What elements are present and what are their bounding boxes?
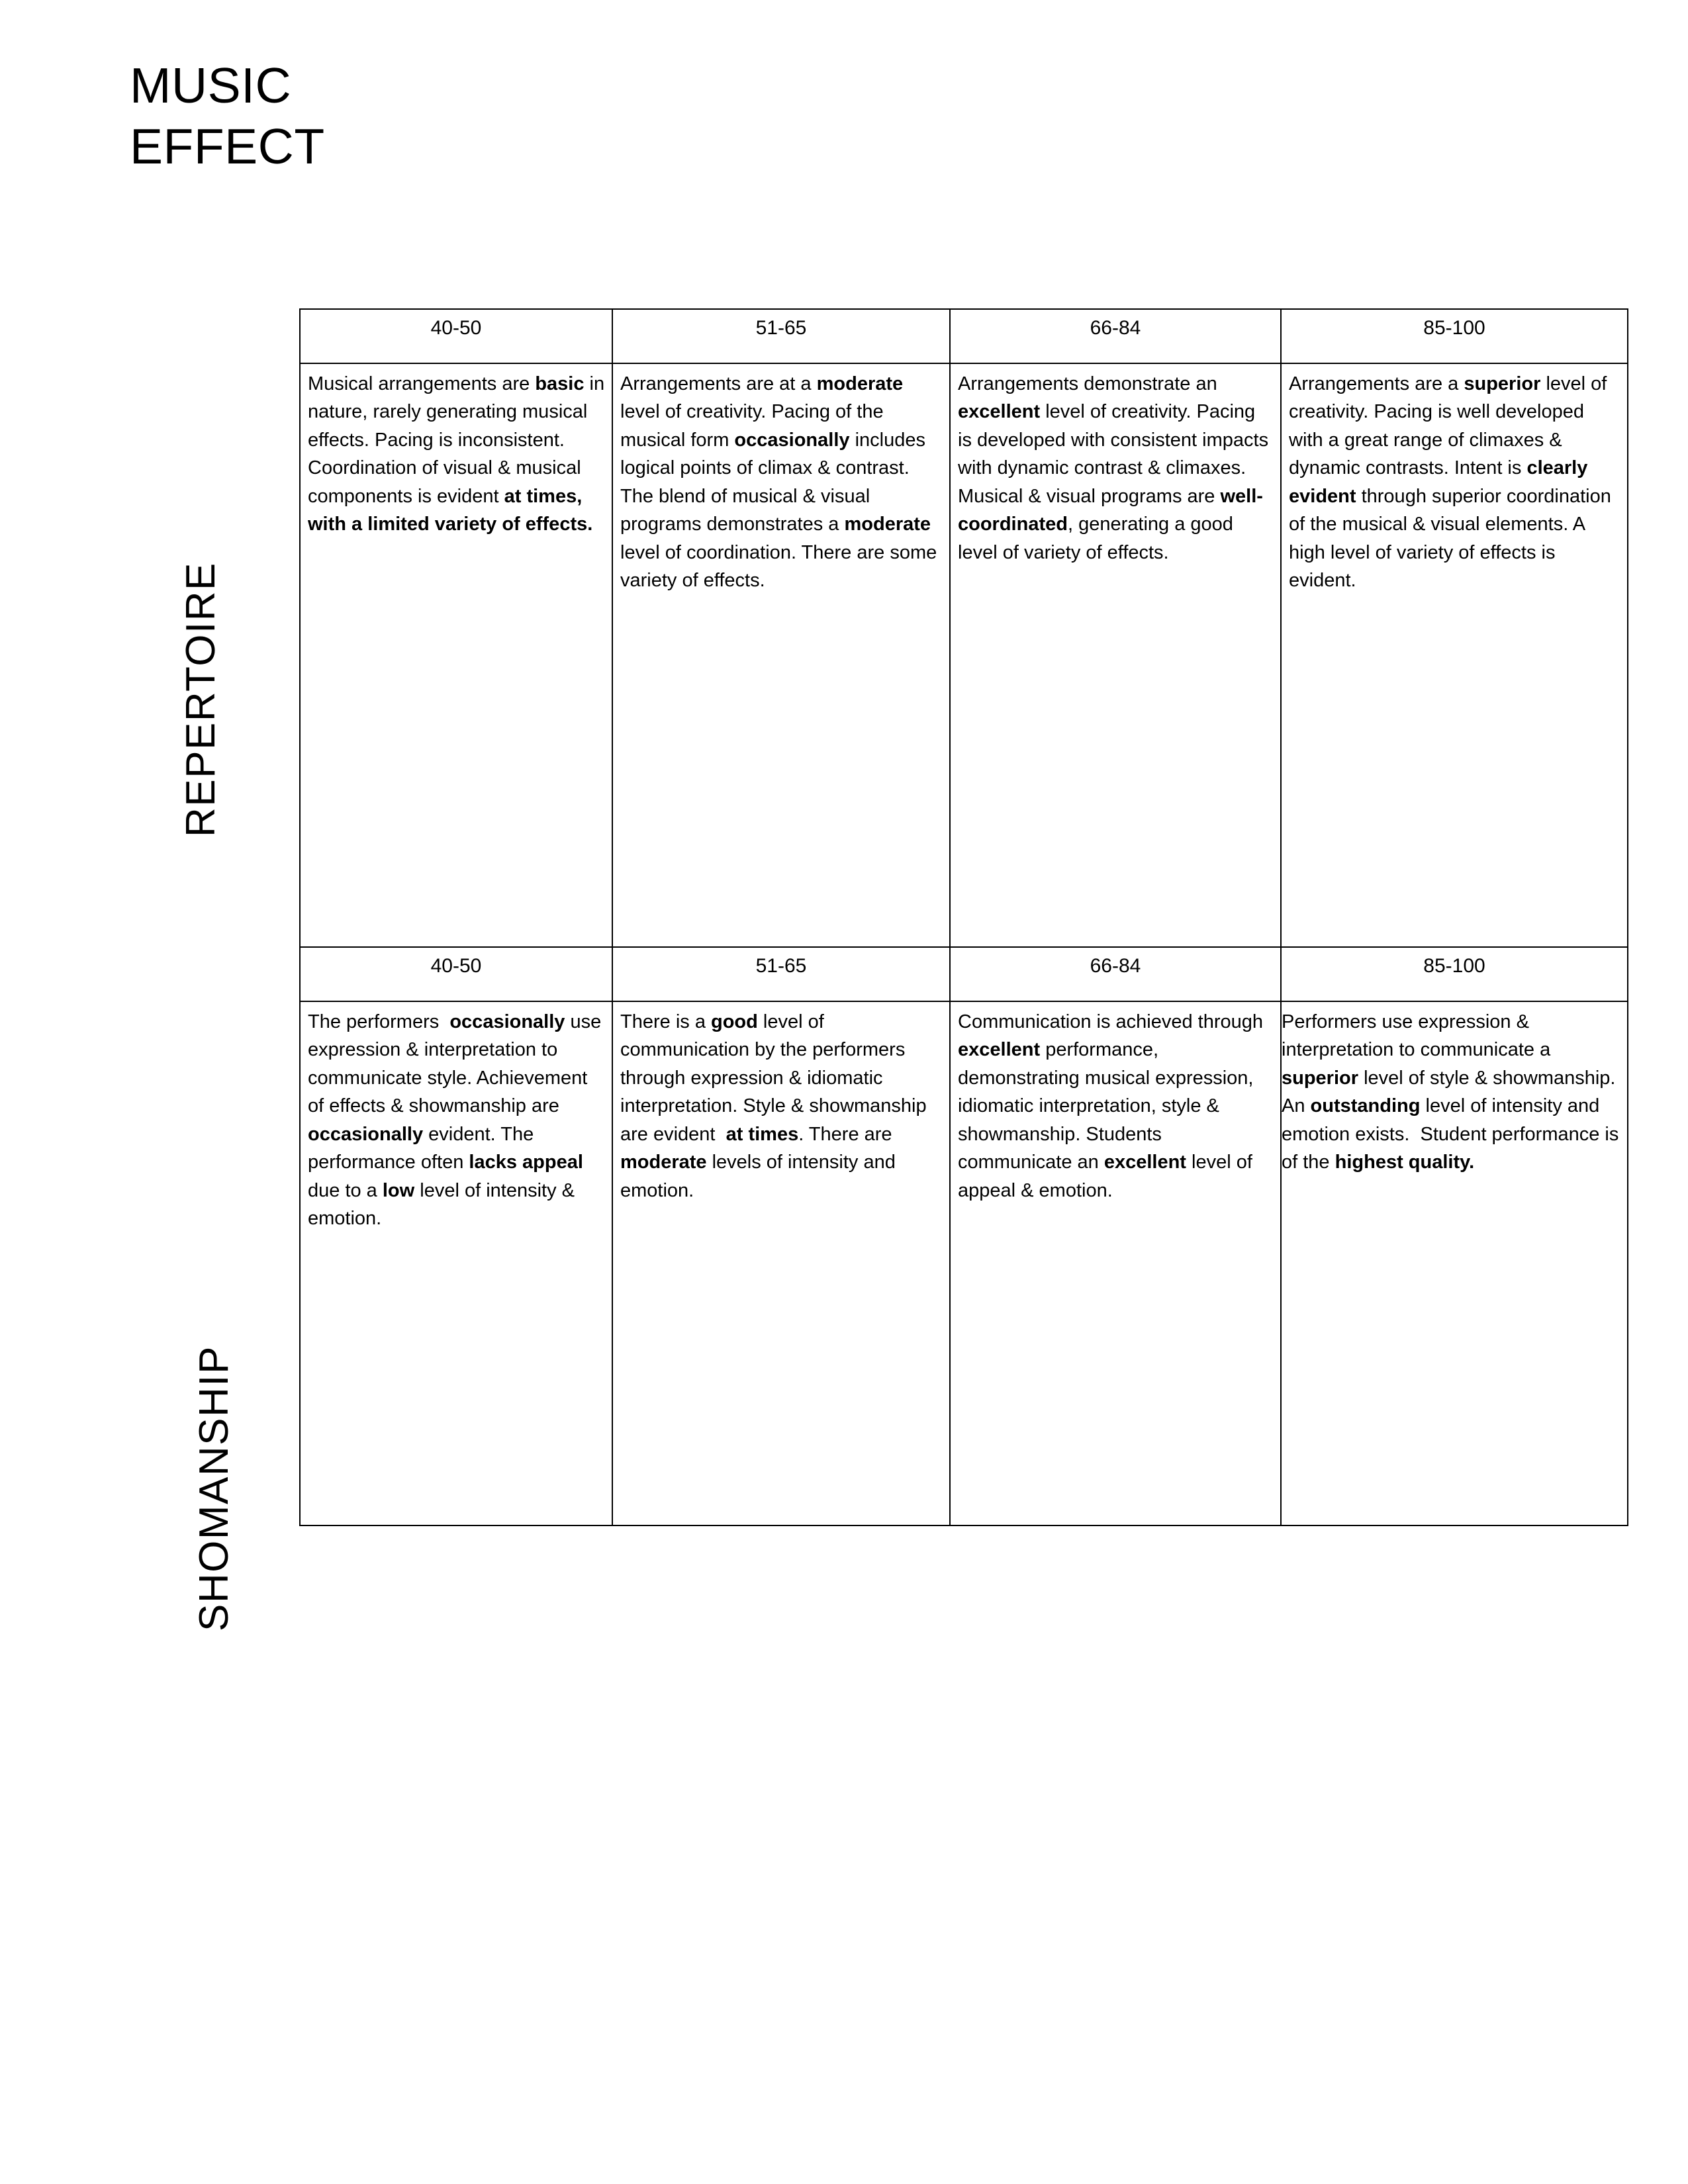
score-header-cell [612, 309, 950, 363]
criterion-cell [1281, 1001, 1628, 1525]
criterion-cell [950, 1001, 1281, 1525]
criterion-text: Arrangements are at a moderate level of creativity. Pacing of the musical form occasionally includes logical points of climax & contrast. The blend of musical & visual programs demonstrates a moderate level of coordination. There are some variety of effects. [620, 373, 943, 592]
page-title [130, 56, 726, 177]
criterion-text: There is a good level of communication by the performers through expression & idiomatic interpretation. Style & showmanship are evident at times. There are moderate levels of intensity and emotion. [620, 1011, 932, 1201]
criterion-cell [300, 363, 612, 947]
row-label-repertoire: REPERTOIRE [178, 562, 224, 837]
page-title-line-1: MUSIC [130, 58, 292, 113]
row-label-shomanship: SHOMANSHIP [191, 1345, 237, 1631]
score-header-cell [300, 947, 612, 1001]
criterion-text: Performers use expression & interpretation to communicate a superior level of style & showmanship. An outstanding level of intensity and emotion exists. Student performance is of the highest quality. [1282, 1011, 1624, 1173]
score-header-cell [612, 947, 950, 1001]
criterion-cell [1281, 363, 1628, 947]
score-header-cell [1281, 947, 1628, 1001]
table-header-row-shomanship [300, 947, 1628, 1001]
score-header-label: 51-65 [755, 955, 807, 977]
table-row-repertoire [300, 363, 1628, 947]
score-header-label: 40-50 [430, 955, 482, 977]
score-header-label: 40-50 [430, 317, 482, 339]
score-header-cell [1281, 309, 1628, 363]
score-header-label: 85-100 [1423, 955, 1485, 977]
criterion-text: Arrangements demonstrate an excellent level of creativity. Pacing is developed with consistent impacts with dynamic contrast & climaxes. Musical & visual programs are well-coordinated, generating a good level of variety of effects. [958, 373, 1274, 563]
table-header-row-repertoire [300, 309, 1628, 363]
score-header-label: 66-84 [1090, 955, 1141, 977]
page-title-line-2: EFFECT [130, 118, 325, 174]
score-header-label: 85-100 [1423, 317, 1485, 339]
score-header-label: 51-65 [755, 317, 807, 339]
score-header-cell [300, 309, 612, 363]
criterion-cell [612, 363, 950, 947]
criterion-text: Arrangements are a superior level of creativity. Pacing is well developed with a great range of climaxes & dynamic contrasts. Intent is clearly evident through superior coordination of the musical & visual elements. A high level of variety of effects is evident. [1289, 373, 1617, 592]
criterion-cell [612, 1001, 950, 1525]
criterion-cell [300, 1001, 612, 1525]
criterion-cell [950, 363, 1281, 947]
score-header-cell [950, 947, 1281, 1001]
score-header-cell [950, 309, 1281, 363]
criterion-text: Communication is achieved through excellent performance, demonstrating musical expression, idiomatic interpretation, style & showmanship. Students communicate an excellent level of appeal & emotion. [958, 1011, 1269, 1201]
rubric-table [299, 308, 1628, 1526]
criterion-text: The performers occasionally use expression & interpretation to communicate style. Achievement of effects & showmanship are occasionally evident. The performance often lacks appeal due to a low level of intensity & emotion. [308, 1011, 607, 1230]
score-header-label: 66-84 [1090, 317, 1141, 339]
table-row-shomanship [300, 1001, 1628, 1525]
criterion-text: Musical arrangements are basic in nature, rarely generating musical effects. Pacing is inconsistent. Coordination of visual & musical components is evident at times, with a limited variety of effects. [308, 373, 610, 535]
